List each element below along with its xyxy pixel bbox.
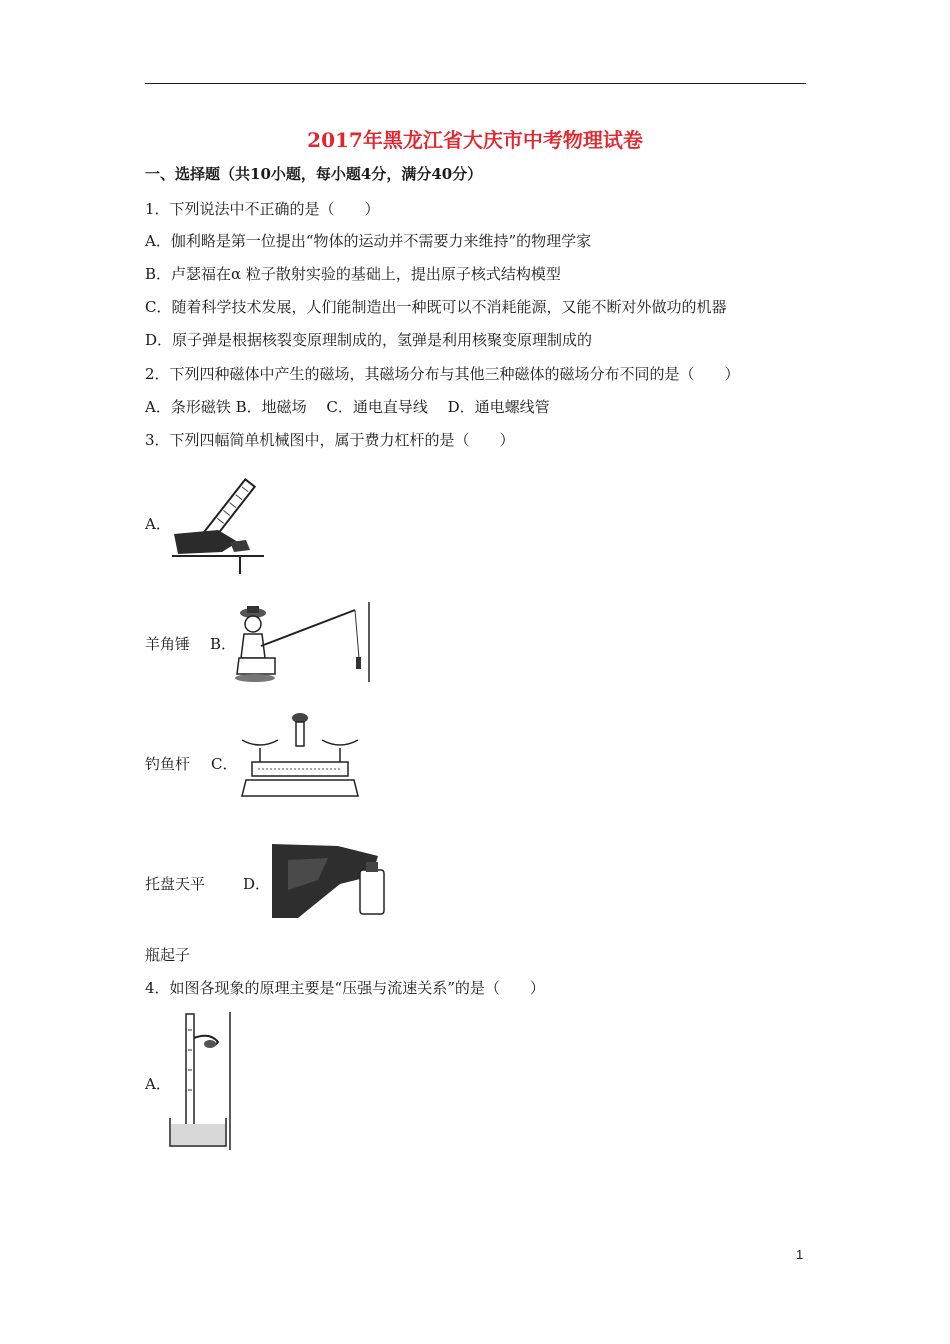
q1-option-d: D．原子弹是根据核裂变原理制成的，氢弹是利用核聚变原理制成的 — [145, 331, 593, 349]
q3-option-a-letter: A． — [145, 515, 171, 533]
q3-caption-c: 托盘天平 — [145, 875, 206, 893]
q4-option-a-letter: A． — [145, 1075, 171, 1093]
q3-option-b-letter: B． — [210, 635, 237, 653]
exam-title: 2017年黑龙江省大庆市中考物理试卷 — [307, 128, 643, 152]
q3-option-c-letter: C． — [211, 755, 238, 773]
q2-stem: 2．下列四种磁体中产生的磁场，其磁场分布与其他三种磁体的磁场分布不同的是（ ） — [145, 365, 740, 383]
tube-in-water-figure — [166, 1010, 236, 1152]
q3-caption-d: 瓶起子 — [145, 946, 191, 964]
q4-stem: 4．如图各现象的原理主要是“压强与流速关系”的是（ ） — [145, 979, 545, 997]
q3-caption-a: 羊角锤 — [145, 635, 191, 653]
q1-option-a: A．伽利略是第一位提出“物体的运动并不需要力来维持”的物理学家 — [145, 232, 592, 250]
header-rule — [145, 83, 806, 84]
q3-caption-b: 钓鱼杆 — [145, 755, 191, 773]
section-heading: 一、选择题（共10小题，每小题4分，满分40分） — [145, 165, 483, 183]
q3-stem: 3．下列四幅简单机械图中，属于费力杠杆的是（ ） — [145, 431, 515, 449]
q1-option-c: C．随着科学技术发展，人们能制造出一种既可以不消耗能源，又能不断对外做功的机器 — [145, 298, 727, 316]
q1-stem: 1．下列说法中不正确的是（ ） — [145, 200, 380, 218]
q1-option-b: B．卢瑟福在α 粒子散射实验的基础上，提出原子核式结构模型 — [145, 265, 561, 283]
fishing-rod-figure — [235, 600, 375, 684]
page-number: 1 — [796, 1247, 804, 1262]
claw-hammer-figure — [168, 470, 268, 578]
q3-option-d-letter: D． — [243, 875, 271, 893]
bottle-opener-figure — [268, 840, 393, 924]
q2-options: A．条形磁铁 B．地磁场 C．通电直导线 D．通电螺线管 — [145, 398, 550, 416]
balance-scale-figure — [238, 712, 368, 810]
